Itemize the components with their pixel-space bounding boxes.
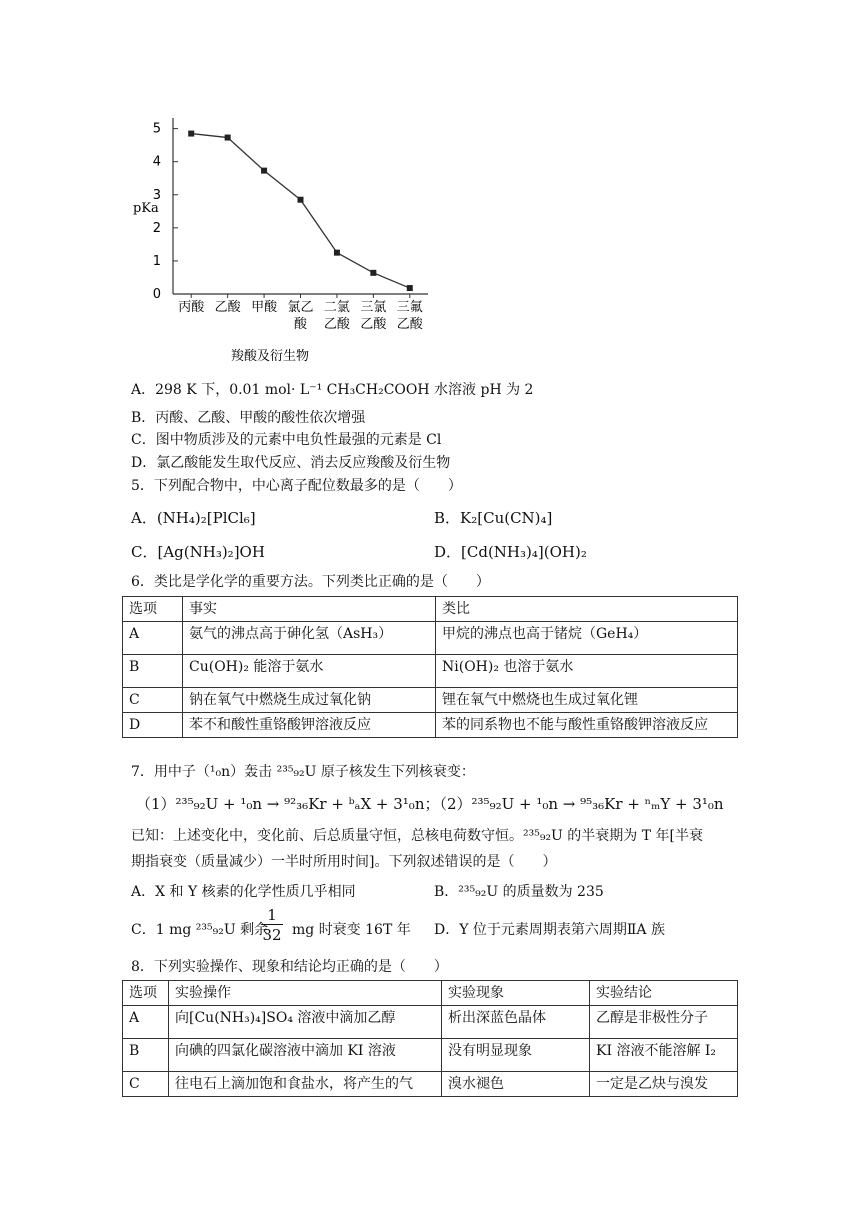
table-cell: 氨气的沸点高于砷化氢（AsH₃） <box>183 622 436 655</box>
table-cell: KI 溶液不能溶解 I₂ <box>590 1039 738 1072</box>
table-header: 事实 <box>183 597 436 622</box>
y-tick-label: 4 <box>152 154 161 170</box>
pka-line-chart <box>130 112 440 374</box>
x-tick-label: 乙酸 <box>214 300 241 315</box>
data-point <box>298 197 304 203</box>
q7-option-b: B．²³⁵₉₂U 的质量数为 235 <box>434 884 604 900</box>
table-cell: 甲烷的沸点也高于锗烷（GeH₄） <box>436 622 738 655</box>
table-header: 实验现象 <box>442 981 590 1006</box>
table-cell: 往电石上滴加饱和食盐水，将产生的气 <box>169 1072 442 1097</box>
q6-stem: 6．类比是学化学的重要方法。下列类比正确的是（ ） <box>131 574 490 590</box>
y-tick-label: 0 <box>152 287 161 302</box>
q7-known-2: 期指衰变（质量减少）一半时所用时间]。下列叙述错误的是（ ） <box>131 854 557 870</box>
q4-option-a: A．298 K 下，0.01 mol· L⁻¹ CH₃CH₂COOH 水溶液 pH 为 2 <box>131 382 534 398</box>
table-cell: C <box>123 688 183 713</box>
fraction <box>261 906 283 945</box>
x-tick-label: 乙酸 <box>360 317 387 332</box>
table-header: 实验结论 <box>590 981 738 1006</box>
q7-option-a: A．X 和 Y 核素的化学性质几乎相同 <box>131 884 356 900</box>
x-tick-label: 二氯 <box>323 300 350 315</box>
q7-option-c-pre: C．1 mg ²³⁵₉₂U 剩余 <box>131 922 269 938</box>
fraction-numerator: 1 <box>267 906 277 924</box>
data-point <box>407 285 413 291</box>
table-header: 类比 <box>436 597 738 622</box>
x-tick-label: 三氟 <box>396 300 423 315</box>
x-tick-labels <box>178 300 424 332</box>
data-point <box>225 135 231 141</box>
table-cell: A <box>123 1006 169 1039</box>
q4-option-c: C．图中物质涉及的元素中电负性最强的元素是 Cl <box>131 432 442 448</box>
q5-option-a: A．(NH₄)₂[PlCl₆] <box>131 509 256 527</box>
table-row <box>123 1039 738 1072</box>
q7-equations: （1）²³⁵₉₂U + ¹₀n → ⁹²₃₆Kr + ᵇₐX + 3¹₀n；（2）²³⁵₉₂U + ¹₀n → ⁹⁵₃₆Kr + ⁿₘY + 3¹₀n <box>136 795 724 813</box>
table-cell: D <box>123 713 183 738</box>
q4-option-b: B．丙酸、乙酸、甲酸的酸性依次增强 <box>131 410 366 426</box>
table-cell: A <box>123 622 183 655</box>
table-cell: Ni(OH)₂ 也溶于氨水 <box>436 655 738 688</box>
q4-option-d: D．氯乙酸能发生取代反应、消去反应羧酸及衍生物 <box>131 455 451 471</box>
table-cell: 没有明显现象 <box>442 1039 590 1072</box>
x-tick-label: 三氯 <box>360 300 387 315</box>
table-cell: C <box>123 1072 169 1097</box>
table-cell: 析出深蓝色晶体 <box>442 1006 590 1039</box>
x-tick-label: 丙酸 <box>178 300 205 315</box>
data-point <box>261 168 267 174</box>
x-tick-label: 乙酸 <box>323 317 350 332</box>
q7-stem: 7．用中子（¹₀n）轰击 ²³⁵₉₂U 原子核发生下列核衰变： <box>131 764 475 780</box>
table-cell: 一定是乙炔与溴发 <box>590 1072 738 1097</box>
q7-option-d: D．Y 位于元素周期表第六周期ⅡA 族 <box>434 922 665 938</box>
table-header: 选项 <box>123 981 169 1006</box>
x-tick-label: 氯乙 <box>287 300 314 315</box>
table-header: 实验操作 <box>169 981 442 1006</box>
chart-axes <box>173 118 428 298</box>
table-row <box>123 597 738 622</box>
q8-stem: 8．下列实验操作、现象和结论均正确的是（ ） <box>131 959 448 975</box>
table-cell: B <box>123 655 183 688</box>
q5-option-d: D．[Cd(NH₃)₄](OH)₂ <box>434 543 587 561</box>
data-point <box>370 270 376 276</box>
q5-stem: 5．下列配合物中，中心离子配位数最多的是（ ） <box>131 478 462 494</box>
table-row <box>123 688 738 713</box>
table-cell: Cu(OH)₂ 能溶于氨水 <box>183 655 436 688</box>
y-tick-label: 3 <box>152 187 161 203</box>
q5-option-c: C．[Ag(NH₃)₂]OH <box>131 543 265 561</box>
table-row <box>123 981 738 1006</box>
table-cell: 向[Cu(NH₃)₄]SO₄ 溶液中滴加乙醇 <box>169 1006 442 1039</box>
table-cell: 溴水褪色 <box>442 1072 590 1097</box>
q8-table <box>122 980 738 1097</box>
data-point <box>334 250 340 256</box>
q7-option-c-post: mg 时衰变 16T 年 <box>292 922 411 938</box>
x-tick-label: 甲酸 <box>251 300 278 315</box>
fraction-denominator: 32 <box>262 926 282 944</box>
table-row <box>123 655 738 688</box>
table-row <box>123 1072 738 1097</box>
y-tick-label: 1 <box>152 253 161 269</box>
table-cell: 乙醇是非极性分子 <box>590 1006 738 1039</box>
x-axis-label: 羧酸及衍生物 <box>230 349 310 364</box>
table-row <box>123 1006 738 1039</box>
table-row <box>123 622 738 655</box>
table-cell: 锂在氧气中燃烧也生成过氧化锂 <box>436 688 738 713</box>
x-tick-label: 乙酸 <box>396 317 423 332</box>
data-point <box>188 131 194 137</box>
series-line <box>191 134 410 288</box>
table-cell: 苯的同系物也不能与酸性重铬酸钾溶液反应 <box>436 713 738 738</box>
pka-series <box>188 131 413 291</box>
q5-option-b: B．K₂[Cu(CN)₄] <box>434 509 553 527</box>
table-row <box>123 713 738 738</box>
q7-known-1: 已知：上述变化中，变化前、后总质量守恒，总核电荷数守恒。²³⁵₉₂U 的半衰期为 T 年[半衰 <box>131 828 704 844</box>
table-cell: 向碘的四氯化碳溶液中滴加 KI 溶液 <box>169 1039 442 1072</box>
y-tick-label: 2 <box>152 220 161 236</box>
x-tick-label: 酸 <box>293 317 308 332</box>
table-cell: B <box>123 1039 169 1072</box>
y-axis-label: pKa <box>133 201 159 216</box>
table-cell: 钠在氧气中燃烧生成过氧化钠 <box>183 688 436 713</box>
table-cell: 苯不和酸性重铬酸钾溶液反应 <box>183 713 436 738</box>
q6-table <box>122 596 738 738</box>
y-tick-label: 5 <box>152 121 161 137</box>
table-header: 选项 <box>123 597 183 622</box>
